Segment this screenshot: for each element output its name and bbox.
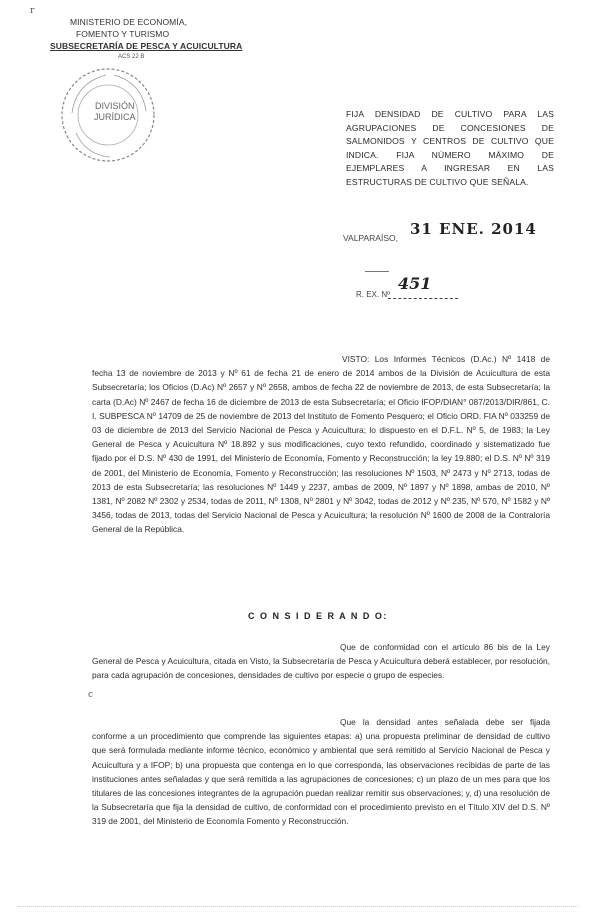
dash-mark [365, 271, 389, 272]
corner-handmark: r [30, 6, 35, 16]
margin-handmark: c [88, 690, 94, 700]
seal-line-1: DIVISIÓN [95, 101, 135, 111]
seal-line-2: JURÍDICA [94, 112, 136, 122]
resolution-number: 451 [398, 274, 432, 293]
considerando-heading: C O N S I D E R A N D O: [248, 611, 388, 621]
ministry-name-line2: FOMENTO Y TURISMO [76, 29, 170, 39]
resolution-summary: FIJA DENSIDAD DE CULTIVO PARA LAS AGRUPACIONES DE CONCESIONES DE SALMONIDOS Y CENTROS DE CULTIVO QUE INDICA. FIJA NÚMERO MÁXIMO DE EJEMPLARES A INGRESAR EN LAS ESTRUCTURAS DE CULTIVO QUE SEÑALA. [346, 109, 554, 187]
city-label: VALPARAÍSO, [343, 233, 398, 243]
visto-paragraph: VISTO: Los Informes Técnicos (D.Ac.) Nº 1418 de fecha 13 de noviembre de 2013 y Nº 61 de fecha 21 de enero de 2014 ambos de la División de Acuicultura de esta Subsecretaría; los Oficios (D.Ac) Nº 2657 y Nº 2658, ambos de fecha 22 de noviembre de 2013, de esta Subsecretaría; la carta (D.Ac) Nº 2467 de fecha 16 de diciembre de 2013 de esta Subsecretaría; el Oficio IFOP/DIAN° 087/2013/DIR/861, C. I. SUBPESCA Nº 14709 de 25 de noviembre de 2013 del Instituto de Fomento Pesquero; el Oficio ORD. FIA Nº 033259 de 03 de diciembre de 2013 del Servicio Nacional de Pesca y Acuicultura; lo dispuesto en el D.F.L. Nº 5, de 1983; la Ley General de Pesca y Acuicultura Nº 18.892 y sus modificaciones, cuyo texto refundido, coordinado y sistematizado fue fijado por el D.S. Nº 430 de 1991, del Ministerio de Economía, Fomento y Reconstrucción; la ley 19.880; el D.S. Nº Nº 319 de 2001, del Ministerio de Economía, Fomento y Reconstrucción; las resoluciones Nº 1503, Nº 2473 y Nº 2713, todas de 2013 de esta Subsecretaría; las resoluciones Nº 1449 y 2237, ambas de 2009, Nº 1897 y Nº 1898, ambas de 2010, Nº 1381, Nº 2082 Nº 2302 y 2534, todas de 2011, Nº 1308, Nº 2801 y Nº 3042, todas de 2012 y Nº 235, Nº 570, Nº 1582 y Nº 3456, todas de 2013, todas del Servicio Nacional de Pesca y Acuicultura; la resolución Nº 1600 de 2008 de la Contraloría General de la República. [92, 354, 550, 535]
resolution-underline [388, 298, 458, 299]
considerando-paragraph-1: Que de conformidad con el artículo 86 bis de la Ley General de Pesca y Acuicultura, citada en Visto, la Subsecretaría de Pesca y Acuicultura deberá establecer, por resolución, para cada agrupación de concesiones, densidades de cultivo por especie o grupo de especies. [92, 642, 550, 681]
date-stamp: 31 ENE. 2014 [410, 220, 537, 238]
resolution-label: R. EX. Nº [356, 290, 391, 299]
subsecretaria-name: SUBSECRETARÍA DE PESCA Y ACUICULTURA [50, 41, 243, 51]
division-juridica-seal [56, 63, 160, 167]
considerando-paragraph-2: Que la densidad antes señalada debe ser fijada conforme a un procedimiento que comprende las siguientes etapas: a) una propuesta preliminar de densidad de cultivo que será formulada mediante informe técnico, económico y ambiental que será remitido al Servicio Nacional de Pesca y Acuicultura y a IFOP; b) una propuesta que contenga en lo que corresponda, las observaciones recibidas de parte de las instituciones antes señaladas y que será remitida a las agrupaciones de concesiones; c) un plazo de un mes para que los titulares de las concesiones integrantes de la agrupación puedan realizar remitir sus observaciones; y, d) una resolución de la Subsecretaría que fija la densidad de cultivo, de conformidad con el procedimiento previsto en el Título XIV del D.S. Nº 319 de 2001, del Ministerio de Economía Fomento y Reconstrucción. [92, 717, 550, 827]
reference-code: ACS 22 B [118, 54, 145, 60]
ministry-name: MINISTERIO DE ECONOMÍA, [70, 17, 188, 27]
bottom-scan-line [18, 906, 578, 907]
